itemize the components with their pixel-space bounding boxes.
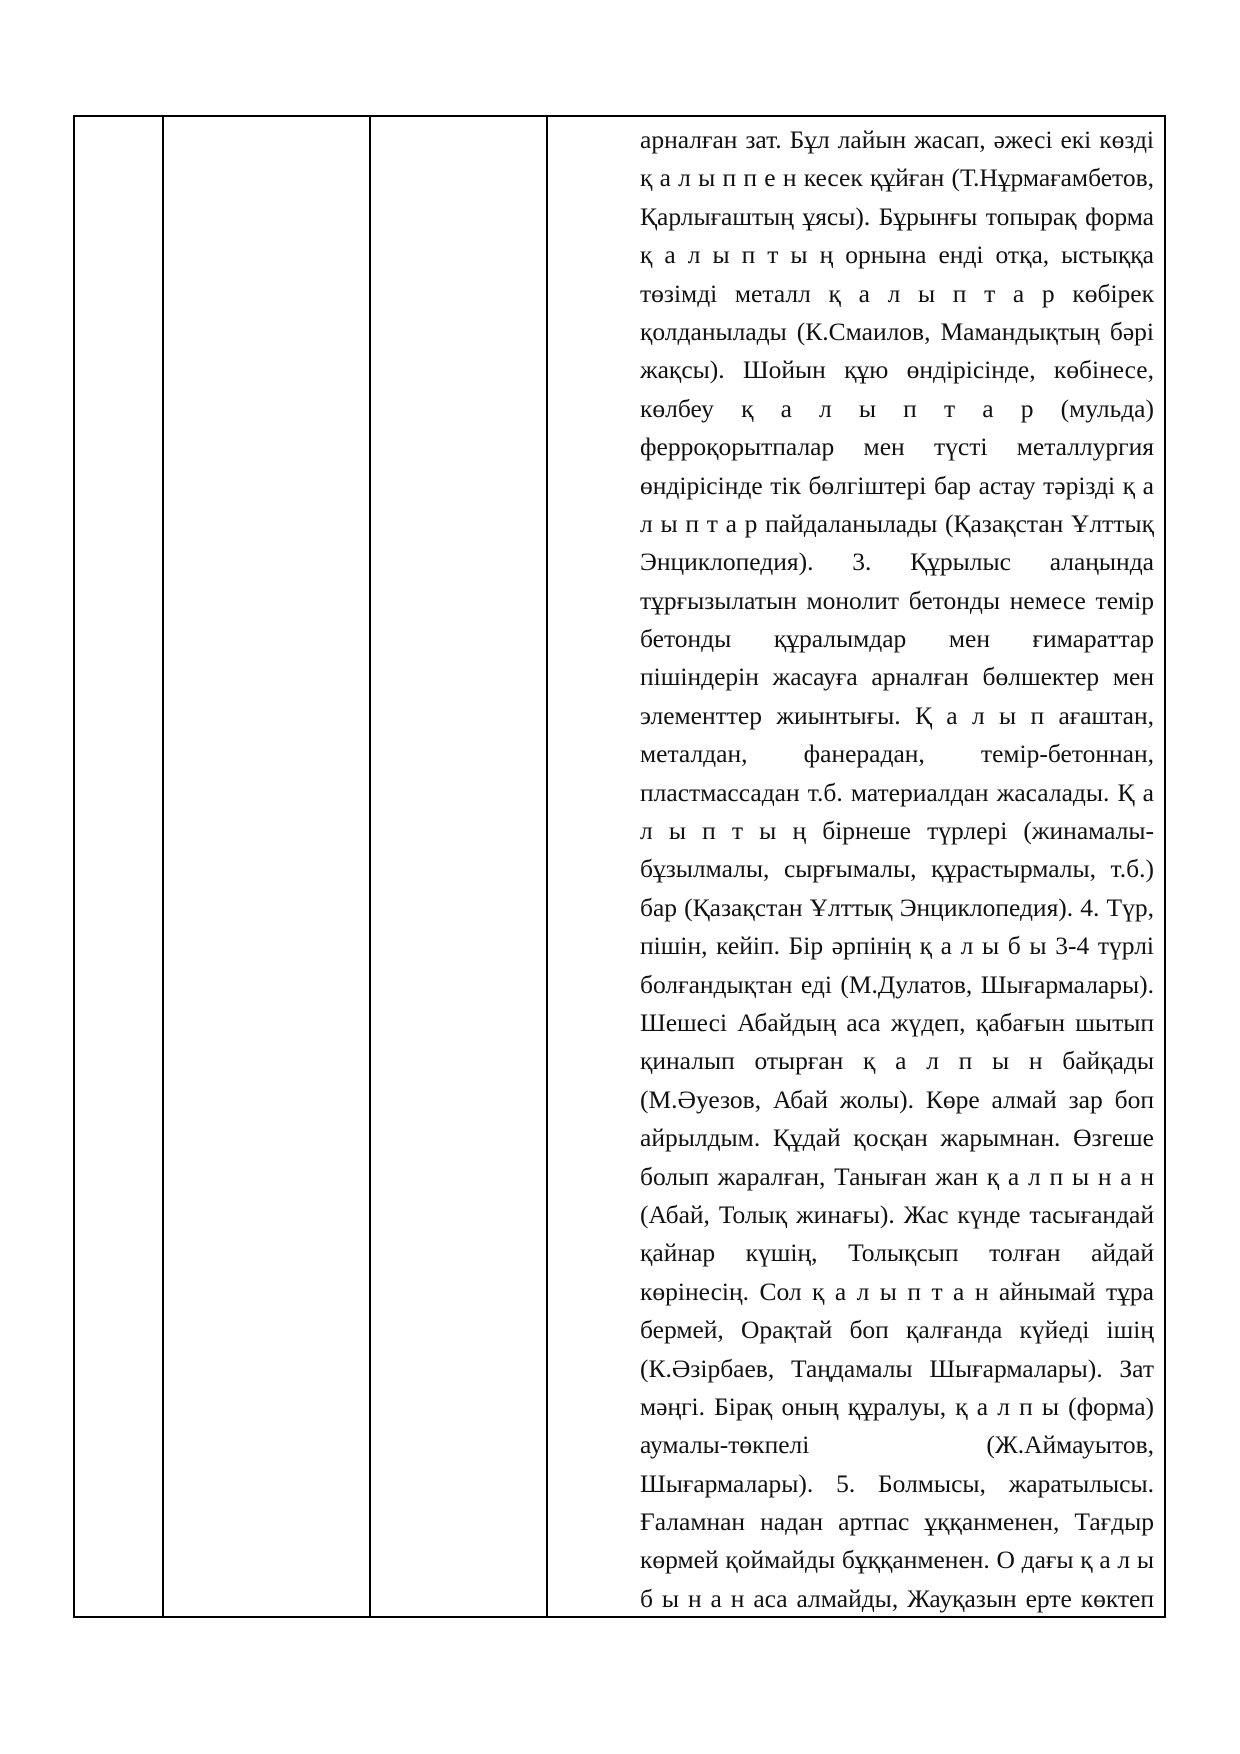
column-divider-1 xyxy=(162,117,164,1616)
text-line: көрінесің. Сол қ а л ы п т а н айнымай тұра xyxy=(640,1276,1154,1306)
text-line: төзімді металл қ а л ы п т а р көбірек xyxy=(640,278,1154,308)
text-line: жақсы). Шойын құю өндірісінде, көбінесе, xyxy=(640,355,1154,385)
text-line: бұзылмалы, сырғымалы, құрастырмалы, т.б.) xyxy=(640,854,1154,884)
text-cell xyxy=(630,117,1164,1616)
text-line: элементтер жиынтығы. Қ а л ы п ағаштан, xyxy=(640,700,1154,730)
document-table xyxy=(73,115,1166,1618)
text-line: пішін, кейіп. Бір әрпінің қ а л ы б ы 3-4 түрлі xyxy=(640,931,1154,961)
text-line: металдан, фанерадан, темір-бетоннан, xyxy=(640,739,1154,769)
text-line: (М.Әуезов, Абай жолы). Көре алмай зар боп xyxy=(640,1084,1154,1114)
text-line: аумалы-төкпелі (Ж.Аймауытов, xyxy=(640,1430,1154,1460)
text-line: л ы п т ы ң бірнеше түрлері (жинамалы- xyxy=(640,816,1154,846)
text-line: қолданылады (К.Смаилов, Мамандықтың бәрі xyxy=(640,316,1154,346)
text-line: бар (Қазақстан Ұлттық Энциклопедия). 4. Түр, xyxy=(640,892,1154,922)
text-line: (Абай, Толық жинағы). Жас күнде тасығандай xyxy=(640,1199,1154,1229)
text-line: қиналып отырған қ а л п ы н байқады xyxy=(640,1046,1154,1076)
text-line: көлбеу қ а л ы п т а р (мульда) xyxy=(640,393,1154,423)
text-line: болып жаралған, Таныған жан қ а л п ы н а н xyxy=(640,1161,1154,1191)
text-line: б ы н а н аса алмайды, Жауқазын ерте көктеп xyxy=(640,1583,1154,1613)
text-line: қайнар күшің, Толықсып толған айдай xyxy=(640,1238,1154,1268)
text-line: өндірісінде тік бөлгіштері бар астау тәрізді қ а xyxy=(640,470,1154,500)
text-line: көрмей қоймайды бұққанменен. О дағы қ а л ы xyxy=(640,1545,1154,1575)
text-line: Ғаламнан надан артпас ұққанменен, Тағдыр xyxy=(640,1507,1154,1537)
text-line: мәңгі. Бірақ оның құралуы, қ а л п ы (форма) xyxy=(640,1391,1154,1421)
text-line: ферроқорытпалар мен түсті металлургия xyxy=(640,432,1154,462)
text-line: қ а л ы п т ы ң орнына енді отқа, ыстыққа xyxy=(640,240,1154,270)
text-line: Шешесі Абайдың аса жүдеп, қабағын шытып xyxy=(640,1007,1154,1037)
text-line: бетонды құралымдар мен ғимараттар xyxy=(640,624,1154,654)
text-line: болғандықтан еді (М.Дулатов, Шығармалары). xyxy=(640,969,1154,999)
text-line: пішіндерін жасауға арналған бөлшектер мен xyxy=(640,662,1154,692)
column-divider-2 xyxy=(369,117,371,1616)
text-line: Шығармалары). 5. Болмысы, жаратылысы. xyxy=(640,1468,1154,1498)
text-line: л ы п т а р пайдаланылады (Қазақстан Ұлттық xyxy=(640,508,1154,538)
text-line: арналған зат. Бұл лайын жасап, әжесі екі көзді xyxy=(640,125,1154,154)
text-line: бермей, Орақтай боп қалғанда күйеді ішің xyxy=(640,1315,1154,1345)
text-line: (К.Әзірбаев, Таңдамалы Шығармалары). Зат xyxy=(640,1353,1154,1383)
column-divider-3 xyxy=(546,117,548,1616)
text-line: Энциклопедия). 3. Құрылыс алаңында xyxy=(640,547,1154,577)
text-line: Қарлығаштың ұясы). Бұрынғы топырақ форма xyxy=(640,201,1154,231)
text-line: қ а л ы п п е н кесек құйған (Т.Нұрмағамбетов, xyxy=(640,163,1154,193)
text-line: пластмассадан т.б. материалдан жасалады. Қ а xyxy=(640,777,1154,807)
text-line: тұрғызылатын монолит бетонды немесе темір xyxy=(640,585,1154,615)
text-line: айрылдым. Құдай қосқан жарымнан. Өзгеше xyxy=(640,1123,1154,1153)
